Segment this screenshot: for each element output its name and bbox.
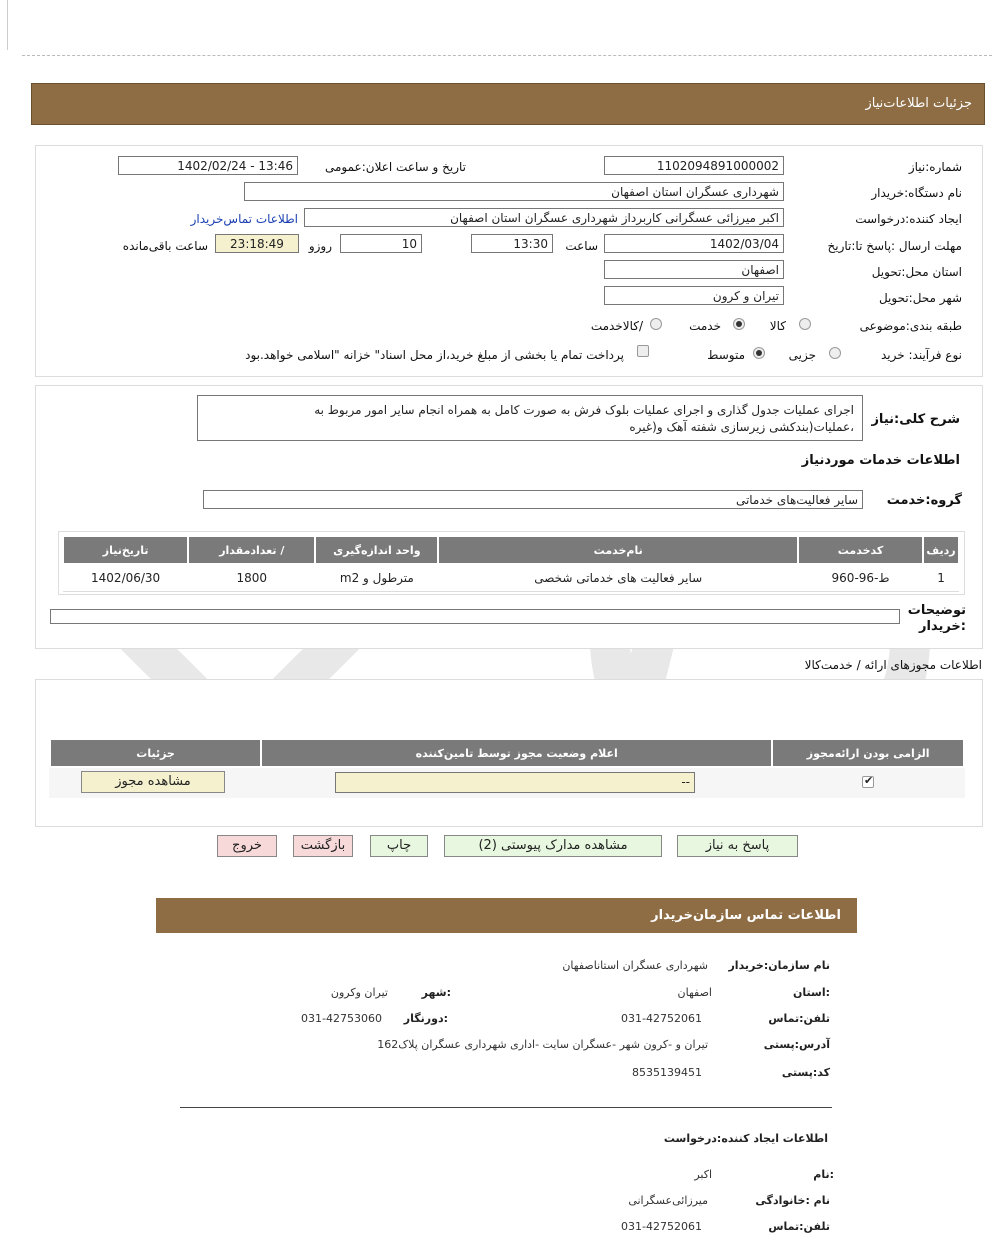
services-title: اطلاعات خدمات موردنیاز	[801, 453, 960, 468]
cell-service-name: سایر فعالیت های خدماتی شخصی	[438, 564, 798, 592]
deadline-time-label: ساعت	[565, 239, 598, 253]
deadline-label: مهلت ارسال :پاسخ تا:تاریخ	[827, 239, 962, 253]
category-radio-goods-service[interactable]	[650, 318, 662, 330]
header-title: جزئیات اطلاعات‌نیاز	[865, 96, 972, 111]
permits-table-header-row	[50, 739, 964, 767]
cell-service-code: ط-96-960	[798, 564, 923, 592]
service-group-label: گروه:خدمت	[886, 493, 962, 508]
category-label: طبقه بندی:موضوعی	[859, 319, 962, 333]
contact-phone-label: تلفن:تماس	[768, 1012, 830, 1025]
category-radio-goods[interactable]	[799, 318, 811, 330]
check-icon: ✔	[864, 774, 874, 787]
contact-city-value: تیران وکرون	[330, 986, 388, 999]
province-field: اصفهان	[604, 260, 784, 279]
creator-family-value: میرزائی‌عسگرانی	[628, 1194, 708, 1207]
deadline-time-field: 13:30	[471, 234, 553, 253]
attachments-button[interactable]: مشاهده مدارک پیوستی (2)	[444, 835, 662, 857]
summary-text-line1: اجرای عملیات جدول گذاری و اجرای عملیات بلوک فرش به صورت کامل به همراه انجام سایر امور مربوط به	[314, 403, 854, 417]
announce-label: تاریخ و ساعت اعلان:عمومی	[324, 160, 466, 174]
contact-province-value: اصفهان	[677, 986, 712, 999]
col-permit-required: الزامی بودن ارائه‌مجوز	[772, 739, 964, 767]
creator-field: اکبر میرزائی عسگرانی کاربرداز شهرداری عسگران استان اصفهان	[304, 208, 784, 227]
col-row-number: ردیف	[923, 536, 959, 564]
remaining-time-label: ساعت باقی‌مانده	[122, 239, 208, 253]
col-permit-details: جزئیات	[50, 739, 261, 767]
contact-address-value: تیران و -کرون شهر -عسگران سایت -اداری شهرداری عسگران پلاک162	[377, 1038, 708, 1051]
contact-fax-label: :دورنگار	[403, 1012, 448, 1025]
summary-textbox	[197, 395, 863, 441]
need-number-label: شماره:نیاز	[908, 160, 962, 174]
cell-row-number: 1	[923, 564, 959, 592]
treasury-payment-checkbox[interactable]	[637, 345, 649, 357]
announce-field: 1402/02/24 - 13:46	[118, 156, 298, 175]
contact-phone-value: 031-42752061	[621, 1012, 702, 1025]
contact-bar-title: اطلاعات تماس سازمان‌خریدار	[651, 908, 841, 923]
category-option-goods-service: /کالاخدمت	[590, 319, 643, 333]
summary-text-line2: ،عملیات(بندکشی زیرسازی شفته آهک و(غیره	[629, 420, 854, 434]
treasury-payment-note: پرداخت تمام یا بخشی از مبلغ خرید،از محل اسناد" خزانه "اسلامی خواهد.بود	[245, 348, 624, 362]
creator-info-title: اطلاعات ایجاد کننده:درخواست	[663, 1132, 828, 1145]
col-unit: واحد اندازه‌گیری	[315, 536, 438, 564]
details-header-bar	[31, 83, 985, 125]
print-button[interactable]: چاپ	[370, 835, 428, 857]
contact-address-label: آدرس:پستی	[763, 1038, 830, 1051]
days-field: 10	[340, 234, 422, 253]
contact-postal-value: 8535139451	[632, 1066, 702, 1079]
remaining-time-field: 23:18:49	[215, 234, 299, 253]
cell-quantity: 1800	[188, 564, 315, 592]
back-button[interactable]: بازگشت	[293, 835, 353, 857]
col-service-name: نام‌خدمت	[438, 536, 798, 564]
contact-postal-label: کد:پستی	[781, 1066, 830, 1079]
exit-button[interactable]: خروج	[217, 835, 277, 857]
days-label: روزو	[308, 239, 332, 253]
left-rule	[7, 0, 8, 50]
process-option-medium: متوسط	[707, 348, 745, 362]
creator-phone-value: 031-42752061	[621, 1220, 702, 1233]
need-info-panel	[35, 145, 983, 377]
contact-fax-value: 031-42753060	[301, 1012, 382, 1025]
permit-required-checkbox[interactable]	[862, 776, 874, 788]
process-radio-minor[interactable]	[829, 347, 841, 359]
creator-family-label: نام :خانوادگی	[755, 1194, 830, 1207]
category-option-goods: کالا	[769, 319, 786, 333]
contact-org-label: نام سازمان:خریدار	[728, 959, 830, 972]
city-label: شهر محل:تحویل	[878, 291, 962, 305]
category-option-service: خدمت	[689, 319, 721, 333]
col-service-code: کدخدمت	[798, 536, 923, 564]
col-need-date: تاریخ‌نیاز	[63, 536, 188, 564]
contact-province-label: :استان	[793, 986, 830, 999]
process-radio-medium[interactable]	[753, 347, 765, 359]
view-permit-button[interactable]: مشاهده مجوز	[81, 771, 225, 793]
cell-unit: مترطول و m2	[315, 564, 438, 592]
summary-label: شرح کلی:نیاز	[871, 412, 960, 427]
contact-org-value: شهرداری عسگران استاناصفهان	[562, 959, 708, 972]
process-option-minor: جزیی	[788, 348, 816, 362]
contact-city-label: :شهر	[421, 986, 451, 999]
province-label: استان محل:تحویل	[871, 265, 962, 279]
city-field: تیران و کرون	[604, 286, 784, 305]
contact-header-bar	[156, 898, 857, 933]
col-quantity: / تعدادمقدار	[188, 536, 315, 564]
cell-need-date: 1402/06/30	[63, 564, 188, 592]
reply-button[interactable]: پاسخ به نیاز	[677, 835, 798, 857]
contact-divider	[180, 1107, 832, 1108]
permits-title: اطلاعات مجوزهای ارائه / خدمت‌کالا	[804, 658, 982, 672]
buyer-notes-label: توضیحات :خریدار	[907, 603, 966, 634]
buyer-notes-field	[50, 609, 900, 624]
category-radio-service[interactable]	[733, 318, 745, 330]
services-table	[62, 535, 960, 592]
process-label: نوع فرآیند: خرید	[881, 348, 962, 362]
buyer-org-field: شهرداری عسگران استان اصفهان	[244, 182, 784, 201]
table-row	[63, 564, 959, 592]
deadline-date-field: 1402/03/04	[604, 234, 784, 253]
creator-name-value: اکبر	[694, 1168, 712, 1181]
top-dashed-rule	[22, 55, 992, 56]
buyer-org-label: نام دستگاه:خریدار	[871, 186, 962, 200]
need-number-field: 1102094891000002	[604, 156, 784, 175]
creator-phone-label: تلفن:تماس	[768, 1220, 830, 1233]
permits-table	[49, 738, 965, 768]
creator-name-label: :نام	[813, 1168, 834, 1181]
creator-label: ایجاد کننده:درخواست	[855, 212, 962, 226]
buyer-contact-link[interactable]: اطلاعات تماس‌خریدار	[190, 212, 298, 226]
services-table-header-row	[63, 536, 959, 564]
permit-status-field: --	[335, 772, 695, 793]
service-group-field: سایر فعالیت‌های خدماتی	[203, 490, 863, 509]
col-permit-status: اعلام وضعیت مجوز توسط تامین‌کننده	[261, 739, 772, 767]
